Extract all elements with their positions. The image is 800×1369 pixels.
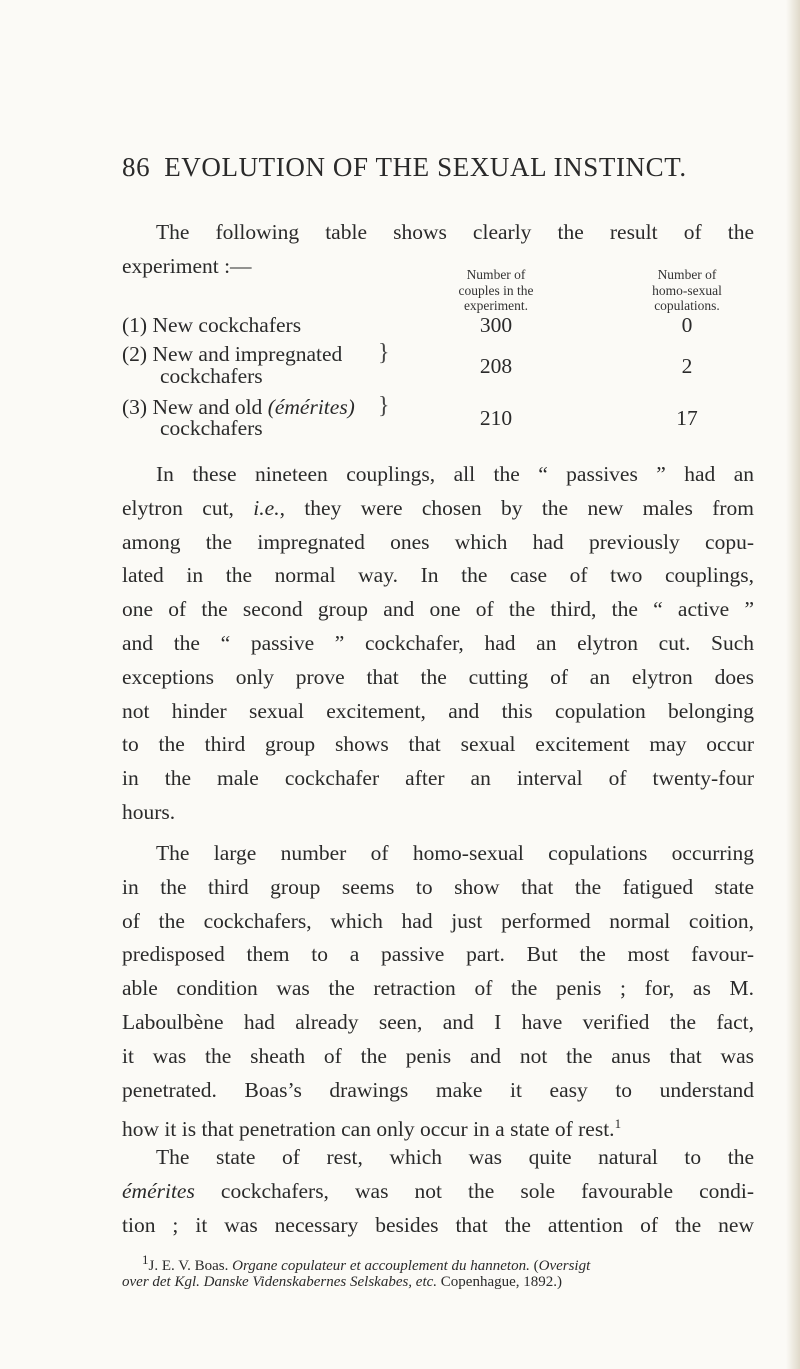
paragraph-3 [122,1141,754,1242]
text-line: among the impregnated ones which had previously copu- [122,529,754,554]
table-header-couples [436,267,556,314]
text-line: exceptions only prove that the cutting of an elytron does [122,664,754,689]
table-header-copulations [622,267,752,314]
table-row-3-label-cont: cockchafers [160,416,263,440]
table-row-2-copulations: 2 [681,354,693,378]
footnote-mark: 1 [142,1252,149,1267]
text-line: in the male cockchafer after an interval of twenty-four [122,766,754,791]
text-line: lated in the normal way. In the case of two couplings, [122,563,754,588]
text-line: predisposed them to a passive part. But the most favour- [122,942,754,967]
text-line: hours. [122,799,176,824]
text-line: not hinder sexual excitement, and this copulation belonging [122,698,754,723]
header-line: Number of [657,267,717,282]
text-line: in the third group seems to show that the fatigued state [122,874,754,899]
text-line: it was the sheath of the penis and not the anus that was [122,1043,754,1068]
footnote-paren: ( [529,1258,539,1274]
text-line: Laboulbène had already seen, and I have verified the fact, [122,1009,754,1034]
footnote-series-a: Oversigt [538,1258,591,1274]
table-row-2-label-cont: cockchafers [160,364,263,388]
paragraph-1 [122,458,754,830]
text-line: penetrated. Boas’s drawings make it easy to understand [122,1077,754,1102]
text-italic: émérites [122,1178,195,1203]
table-row-1-couples: 300 [479,313,513,337]
row-label-text: (3) New and old [122,395,268,419]
table-row-3-couples: 210 [479,406,513,430]
text-line: The large number of homo-sexual copulations occurring [156,841,754,865]
text-italic: i.e. [253,495,280,520]
table-row-2-couples: 208 [479,354,513,378]
row-label-italic: (émérites) [267,395,355,419]
header-line: couples in the [458,282,534,298]
table-row-3-label [122,396,355,418]
brace: } [378,393,390,419]
text-line [122,1175,754,1209]
paragraph-2 [122,837,754,1147]
text-line: to the third group shows that sexual excitement may occur [122,732,754,757]
text-line: tion ; it was necessary besides that the attention of the new [122,1212,754,1237]
header-line: homo-sexual [652,282,722,298]
text-line: of the cockchafers, which had just performed normal coition, [122,908,754,933]
header-line: experiment. [463,298,529,313]
page-number: 86 [122,152,151,182]
text-run: cockchafers, was not the sole favourable condi- [194,1178,754,1203]
running-title: EVOLUTION OF THE SEXUAL INSTINCT. [164,152,687,182]
footnote-title: Organe copulateur et accouplement du hanneton. [232,1258,530,1274]
running-header [122,152,687,183]
table-row-1-label: (1) New cockchafers [122,313,302,337]
text-line: In these nineteen couplings, all the “ passives ” had an [156,462,754,486]
intro-line: experiment :— [122,254,252,278]
footnote-author: J. E. V. Boas. [148,1258,233,1274]
text-line: one of the second group and one of the third, the “ active ” [122,597,754,622]
header-line: copulations. [654,298,720,313]
intro-paragraph [122,216,754,250]
table-row-3-copulations: 17 [676,406,698,430]
table-row-1-copulations: 0 [681,313,693,337]
footnote-ref: 1 [614,1116,622,1132]
table-row-2-label: (2) New and impregnated [122,342,343,366]
text-line: and the “ passive ” cockchafer, had an elytron cut. Such [122,630,754,655]
intro-line: The following table shows clearly the result of the [156,220,754,244]
footnote-rest: Copenhague, 1892.) [437,1274,563,1290]
header-line: Number of [466,267,526,282]
page-edge-shadow [786,0,800,1369]
footnote-cont [122,1271,762,1293]
footnote-series: over det Kgl. Danske Videnskabernes Selskabes, etc. [122,1274,438,1290]
brace: } [378,340,390,366]
text-line: The state of rest, which was quite natural to the [156,1145,754,1169]
text-run: how it is that penetration can only occur in a state of rest. [122,1117,615,1142]
text-line: able condition was the retraction of the penis ; for, as M. [122,976,754,1001]
text-line: elytron cut, i.e., they were chosen by the new males from [122,495,754,520]
